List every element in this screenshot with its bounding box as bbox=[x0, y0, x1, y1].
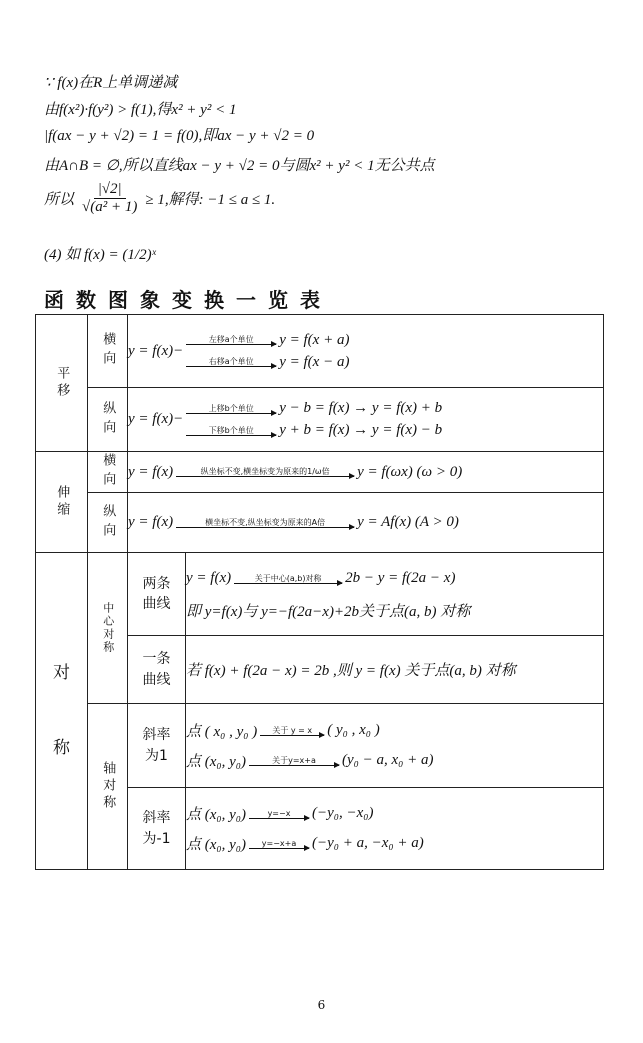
translate-h-lhs: y = f(x)− bbox=[128, 342, 184, 359]
slope1-label: 斜率为1 bbox=[128, 704, 186, 788]
slope1-row1-lhs: 点 ( x₀ , y₀ ) bbox=[186, 724, 258, 740]
slope1-row1-arrow: 关于 y = x bbox=[272, 725, 313, 735]
translate-h-bottom-result: y = f(x − a) bbox=[279, 353, 350, 370]
arrow-icon bbox=[186, 404, 276, 414]
translate-horizontal-cell bbox=[128, 315, 604, 388]
stretch-v-result: y = Af(x) (A > 0) bbox=[357, 514, 459, 530]
stretch-horizontal-cell bbox=[128, 452, 604, 493]
two-curves-arrow: 关于中心(a,b)对称 bbox=[254, 573, 322, 583]
translate-label: 平移 bbox=[36, 315, 88, 452]
intro-line-1: ∵ f(x)在R上单调递减 bbox=[44, 75, 178, 91]
two-curves-label: 两条曲线 bbox=[128, 553, 186, 636]
center-symmetry-label: 中心对称 bbox=[88, 553, 128, 704]
fraction-numerator: |√2| bbox=[94, 181, 126, 199]
arrow-icon bbox=[176, 518, 354, 528]
translate-h-top-result: y = f(x + a) bbox=[279, 331, 350, 348]
symmetry-label-2: 称 bbox=[53, 738, 70, 758]
translate-v-bottom-result: y + b = f(x) → y = f(x) − b bbox=[279, 422, 443, 438]
slopem1-row1-arrow: y=−x bbox=[267, 808, 291, 818]
stretch-v-lhs: y = f(x) bbox=[128, 514, 174, 530]
intro-line-6: (4) 如 f(x) = (1/2)ˣ bbox=[44, 247, 156, 263]
translate-v-lhs: y = f(x)− bbox=[128, 411, 184, 427]
intro-line-3: |f(ax − y + √2) = 1 = f(0),即ax − y + √2 = 0 bbox=[44, 128, 315, 144]
stretch-v-arrow: 横坐标不变,纵坐标变为原来的A倍 bbox=[205, 517, 326, 527]
stretch-vertical-label: 纵向 bbox=[88, 493, 128, 553]
slopem1-row1-lhs: 点 (x₀, y₀) bbox=[186, 807, 246, 823]
intro-line-5-suffix: ≥ 1,解得: −1 ≤ a ≤ 1. bbox=[145, 192, 276, 208]
two-curves-line-2: 即 y=f(x)与 y=−f(2a−x)+2b关于点(a, b) 对称 bbox=[186, 603, 471, 620]
slopem1-row2-lhs: 点 (x₀, y₀) bbox=[186, 837, 246, 853]
arrow-icon bbox=[249, 809, 309, 819]
stretch-vertical-cell bbox=[128, 493, 604, 553]
section-heading: 函数图象变换一览表 bbox=[44, 288, 332, 312]
one-curve-cell: 若 f(x) + f(2a − x) = 2b ,则 y = f(x) 关于点(a, b) 对称 bbox=[186, 636, 604, 704]
translate-v-top-arrow: 上移b个单位 bbox=[208, 403, 254, 413]
symmetry-label bbox=[36, 553, 88, 870]
translate-h-top-arrow: 左移a个单位 bbox=[208, 335, 254, 344]
slopem1-cell bbox=[186, 788, 604, 870]
intro-line-5 bbox=[44, 181, 275, 216]
axis-symmetry-label: 轴对称 bbox=[88, 704, 128, 870]
slopem1-label: 斜率为-1 bbox=[128, 788, 186, 870]
stretch-h-lhs: y = f(x) bbox=[128, 463, 174, 480]
slope1-row1-result: ( y₀ , x₀ ) bbox=[327, 722, 380, 738]
stretch-h-arrow: 纵坐标不变,横坐标变为原来的1/ω倍 bbox=[200, 467, 330, 476]
one-curve-label: 一条曲线 bbox=[128, 636, 186, 704]
arrow-icon bbox=[234, 574, 342, 584]
two-curves-cell bbox=[186, 553, 604, 636]
two-curves-result: 2b − y = f(2a − x) bbox=[345, 570, 456, 586]
translate-horizontal-label: 横向 bbox=[88, 315, 128, 388]
arrow-icon bbox=[176, 467, 354, 477]
translate-vertical-cell bbox=[128, 388, 604, 452]
slopem1-row2-result: (−y₀ + a, −x₀ + a) bbox=[312, 835, 424, 851]
intro-line-4: 由A∩B = ∅,所以直线ax − y + √2 = 0与圆x² + y² < 1无公共点 bbox=[44, 158, 435, 174]
slopem1-row2-arrow: y=−x+a bbox=[261, 838, 297, 848]
translate-vertical-label: 纵向 bbox=[88, 388, 128, 452]
slope1-row2-result: (y₀ − a, x₀ + a) bbox=[342, 752, 434, 768]
slope1-row2-lhs: 点 (x₀, y₀) bbox=[186, 754, 246, 770]
intro-line-2: 由f(x²)·f(y²) > f(1),得x² + y² < 1 bbox=[44, 102, 237, 118]
translate-v-bottom-arrow: 下移b个单位 bbox=[208, 425, 254, 435]
translate-v-top-result: y − b = f(x) → y = f(x) + b bbox=[279, 400, 443, 416]
arrow-icon bbox=[186, 357, 276, 367]
translate-h-bottom-arrow: 右移a个单位 bbox=[208, 357, 254, 366]
arrow-icon bbox=[186, 335, 276, 345]
arrow-icon bbox=[186, 426, 276, 436]
page-number: 6 bbox=[317, 998, 326, 1012]
stretch-horizontal-label: 横向 bbox=[88, 452, 128, 493]
slopem1-row1-result: (−y₀, −x₀) bbox=[312, 805, 374, 821]
slope1-cell bbox=[186, 704, 604, 788]
symmetry-label-1: 对 bbox=[53, 662, 70, 683]
arrow-icon bbox=[249, 756, 339, 766]
stretch-label: 伸缩 bbox=[36, 452, 88, 553]
arrow-icon bbox=[260, 726, 324, 736]
slope1-row2-arrow: 关于y=x+a bbox=[272, 755, 316, 765]
two-curves-lhs: y = f(x) bbox=[186, 570, 232, 586]
intro-line-5-prefix: 所以 bbox=[44, 192, 75, 208]
arrow-icon bbox=[249, 839, 309, 849]
fraction bbox=[78, 181, 141, 216]
stretch-h-result: y = f(ωx) (ω > 0) bbox=[357, 463, 463, 480]
fraction-denominator: √(a² + 1) bbox=[82, 199, 138, 215]
transform-table bbox=[35, 314, 604, 870]
